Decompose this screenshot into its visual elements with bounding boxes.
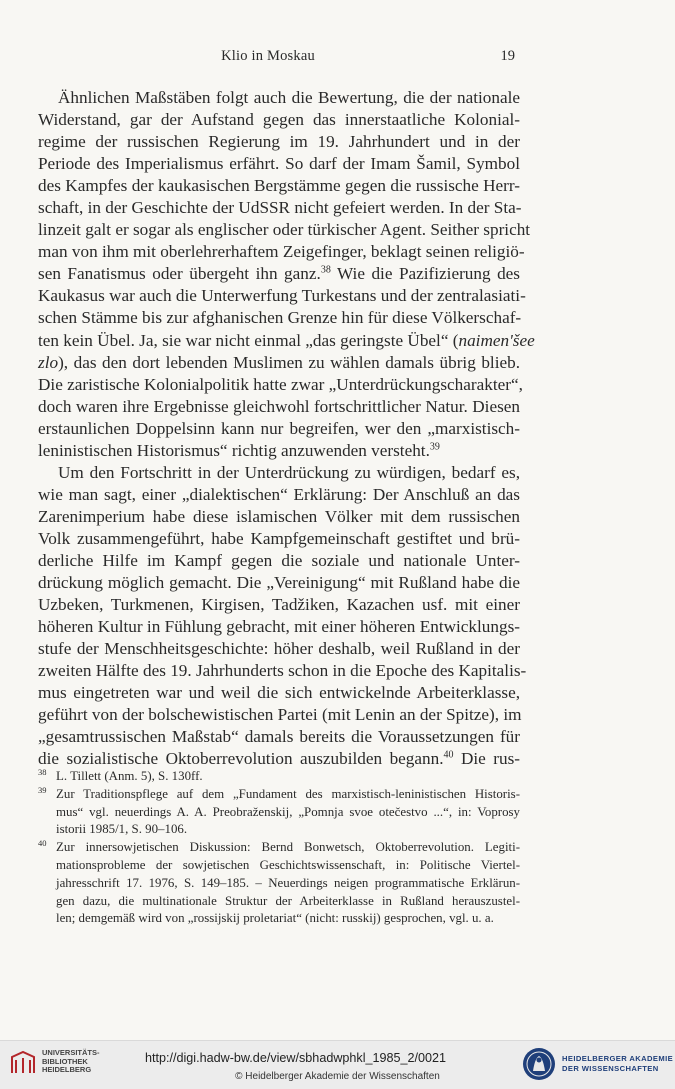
text-line: Periode des Imperialismus erfährt. So darf der Imam Šamil, Symbol xyxy=(38,154,520,174)
footnote-number: 40 xyxy=(38,838,47,849)
footnote-line: len; demgemäß wird von „rossijskij proletariat“ (nicht: russkij) gesprochen, vgl. u. a. xyxy=(56,911,494,926)
text-line: Widerstand, gar der Aufstand gegen das innerstaatliche Kolonial- xyxy=(38,110,520,130)
text-line: man von ihm mit oberlehrerhaftem Zeigefinger, beklagt seinen religiö- xyxy=(38,242,525,262)
text-line: Uzbeken, Turkmenen, Kirgisen, Tadžiken, Kazachen usf. mit einer xyxy=(38,595,520,615)
text-line: drückung möglich gemacht. Die „Vereinigung“ mit Rußland habe die xyxy=(38,573,520,593)
library-line: UNIVERSITÄTS- xyxy=(42,1048,100,1057)
text-line: Ähnlichen Maßstäben folgt auch die Bewertung, die der nationale xyxy=(58,88,520,107)
text-line: Kaukasus war auch die Unterwerfung Turkestans und der zentralasiati- xyxy=(38,286,526,306)
footnote-line: mationsprobleme der sowjetischen Geschichtswissenschaft, in: Politische Viertel- xyxy=(56,857,520,872)
footnote-text: Zur innersowjetischen Diskussion: Bernd Bonwetsch, Oktoberrevolution. Legiti- xyxy=(56,840,520,855)
text-line xyxy=(38,263,520,285)
text-fragment: leninistischen Historismus“ richtig anzuwenden versteht. xyxy=(38,440,430,460)
text-line: Um den Fortschritt in der Unterdrückung zu würdigen, bedarf es, xyxy=(58,462,520,482)
text-line: zweiten Hälfte des 19. Jahrhunderts schon in die Epoche des Kapitalis- xyxy=(38,661,527,681)
italic-term: zlo xyxy=(38,352,59,372)
academy-name xyxy=(562,1054,673,1073)
footnote-line: jahresschrift 17. 1976, S. 149–185. – Neuerdings neigen programmatische Erklärun- xyxy=(56,875,520,890)
text-line: linzeit galt er sogar als englischer oder türkischer Agent. Seither spricht xyxy=(38,220,531,240)
academy-line: DER WISSENSCHAFTEN xyxy=(562,1063,659,1073)
running-head xyxy=(0,48,675,70)
text-line xyxy=(38,440,520,462)
text-fragment: Die rus- xyxy=(460,749,520,769)
academy-line: HEIDELBERGER AKADEMIE xyxy=(562,1054,674,1063)
text-fragment: ), das den dort lebenden Muslimen zu wählen damals übrig blieb. xyxy=(58,352,520,372)
footnote-number: 38 xyxy=(38,767,47,777)
running-title: Klio in Moskau xyxy=(221,48,315,64)
footnote-line: istorii 1985/1, S. 90–106. xyxy=(56,822,188,837)
permalink-url[interactable]: http://digi.hadw-bw.de/view/sbhadwphkl_1985_2/0021 xyxy=(145,1051,447,1065)
library-line: BIBLIOTHEK xyxy=(42,1056,88,1066)
text-line: wie man sagt, einer „dialektischen“ Erklärung: Der Anschluß an das xyxy=(38,484,520,504)
library-line: HEIDELBERG xyxy=(42,1065,92,1074)
text-line xyxy=(38,352,520,374)
text-line: Zarenimperium habe diese islamischen Völker mit dem russischen xyxy=(38,506,520,526)
text-fragment: sen Fanatismus oder übergeht ihn ganz. xyxy=(38,264,321,284)
footnote-39 xyxy=(38,786,520,804)
footnote-text: L. Tillett (Anm. 5), S. 130ff. xyxy=(56,769,203,783)
text-line: Volk zusammengeführt, habe Kampfgemeinschaft gestiftet und brü- xyxy=(38,528,520,548)
text-line: mus eingetreten war und weil die sich entwickelnde Arbeiterklasse, xyxy=(38,683,520,703)
text-line: regime der russischen Regierung im 19. Jahrhundert und in der xyxy=(38,132,520,152)
footnote-ref-40: 40 xyxy=(443,749,454,761)
text-line: erstaunlichen Doppelsinn kann nur begreifen, wer den „marxistisch- xyxy=(38,418,520,438)
footnote-ref-39: 39 xyxy=(429,441,440,453)
page-number: 19 xyxy=(500,48,515,64)
text-line xyxy=(38,330,535,352)
footnote-40 xyxy=(38,839,520,857)
academy-seal-icon[interactable] xyxy=(521,1046,557,1082)
text-line: geführt von der bolschewistischen Partei (mit Lenin an der Spitze), im xyxy=(38,705,522,725)
viewer-footer xyxy=(0,1040,675,1089)
footnote-line: gen dazu, die multinationale Struktur der Arbeiterklasse in Rußland herauszustel- xyxy=(56,893,520,908)
text-line: schaft, in der Geschichte der UdSSR nicht gefeiert werden. In der Sta- xyxy=(38,198,522,218)
text-line: Die zaristische Kolonialpolitik hatte zwar „Unterdrückungscharakter“, xyxy=(38,374,523,394)
footnotes xyxy=(38,768,520,928)
text-line: höheren Kultur in Fühlung gebracht, mit einer höheren Entwicklungs- xyxy=(38,617,520,637)
text-line: doch waren ihre Ergebnisse gleichwohl fortschrittlicher Natur. Diesen xyxy=(38,396,520,416)
footnote-line: mus“ vgl. neuerdings A. A. Preobraženskij, „Pomnja svoe otečestvo ...“, in: Voprosy xyxy=(56,804,520,819)
main-text xyxy=(38,87,535,770)
text-line: „gesamtrussischen Maßstab“ damals bereits die Voraussetzungen für xyxy=(38,727,520,747)
footnote-38 xyxy=(38,768,520,786)
footnote-number: 39 xyxy=(38,784,47,795)
text-line: derliche Hilfe im Kampf gegen die soziale und nationale Unter- xyxy=(38,550,520,570)
footnote-text: Zur Traditionspflege auf dem „Fundament des marxistisch-leninistischen Historis- xyxy=(56,786,520,801)
text-line: stufe der Menschheitsgeschichte: höher deshalb, weil Rußland in der xyxy=(38,639,520,659)
text-fragment: die sozialistische Oktoberrevolution auszubilden begann. xyxy=(38,749,444,769)
text-fragment: ten kein Übel. Ja, sie war nicht einmal „das geringste Übel“ ( xyxy=(38,330,459,350)
copyright-notice: © Heidelberger Akademie der Wissenschaften xyxy=(235,1071,440,1082)
text-fragment: Wie die Pazifizierung des xyxy=(330,264,520,284)
text-line: des Kampfes der kaukasischen Bergstämme gegen die russische Herr- xyxy=(38,176,520,196)
footnote-ref-38: 38 xyxy=(320,264,331,276)
italic-term: naimen'šee xyxy=(458,330,535,350)
text-line: schen Stämme bis zur afghanischen Grenze hin für diese Völkerschaf- xyxy=(38,308,522,328)
